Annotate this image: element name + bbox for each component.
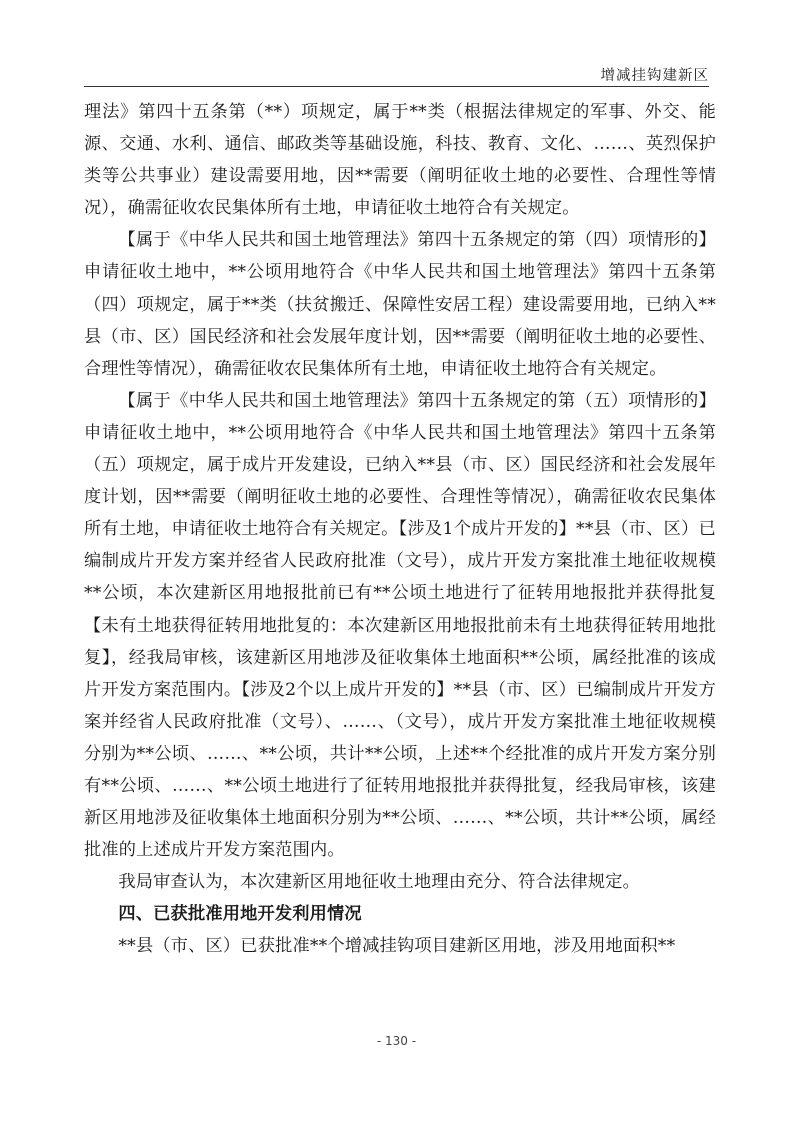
paragraph-item-four: 【属于《中华人民共和国土地管理法》第四十五条规定的第（四）项情形的】申请征收土地中，**公顷用地符合《中华人民共和国土地管理法》第四十五条第（四）项规定，属于**类（扶贫搬迁、保障性安居工程）建设需要用地，已纳入**县（市、区）国民经济和社会发展年度计划，因**需要（阐明征收土地的必要性、合理性等情况），确需征收农民集体所有土地，申请征收土地符合有关规定。 bbox=[84, 230, 716, 379]
paragraph-section-four: **县（市、区）已获批准**个增减挂钩项目建新区用地，涉及用地面积** bbox=[118, 936, 676, 957]
paragraph-continuation: 理法》第四十五条第（**）项规定，属于**类（根据法律规定的军事、外交、能源、交通、水利、通信、邮政类等基础设施，科技、教育、文化、……、英烈保护类等公共事业）建设需要用地，因**需要（阐明征收土地的必要性、合理性等情况），确需征收农民集体所有土地，申请征收土地符合有关规定。 bbox=[84, 102, 716, 219]
running-header bbox=[84, 56, 709, 87]
paragraph-conclusion: 我局审查认为，本次建新区用地征收土地理由充分、符合法律规定。 bbox=[118, 872, 641, 893]
paragraph-item-five: 【属于《中华人民共和国土地管理法》第四十五条规定的第（五）项情形的】申请征收土地中，**公顷用地符合《中华人民共和国土地管理法》第四十五条第（五）项规定，属于成片开发建设，已纳入**县（市、区）国民经济和社会发展年度计划，因**需要（阐明征收土地的必要性、合理性等情况），确需征收农民集体所有土地，申请征收土地符合有关规定。【涉及1个成片开发的】**县（市、区）已编制成片开发方案并经省人民政府批准（文号），成片开发方案批准土地征收规模**公顷，本次建新区用地报批前已有**公顷土地进行了征转用地报批并获得批复【未有土地获得征转用地批复的：本次建新区用地报批前未有土地获得征转用地批复】，经我局审核，该建新区用地涉及征收集体土地面积**公顷，属经批准的该成片开发方案范围内。【涉及2个以上成片开发的】**县（市、区）已编制成片开发方案并经省人民政府批准（文号）、……、（文号），成片开发方案批准土地征收规模分别为**公顷、……、**公顷，共计**公顷，上述**个经批准的成片开发方案分别有**公顷、……、**公顷土地进行了征转用地报批并获得批复，经我局审核，该建新区用地涉及征收集体土地面积分别为**公顷、……、**公顷，共计**公顷，属经批准的上述成片开发方案范围内。 bbox=[84, 390, 716, 861]
header-title: 增减挂钩建新区 bbox=[600, 68, 709, 84]
section-heading: 四、已获批准用地开发利用情况 bbox=[118, 904, 362, 925]
document-body bbox=[84, 96, 716, 963]
page-number: - 130 - bbox=[376, 1034, 417, 1048]
